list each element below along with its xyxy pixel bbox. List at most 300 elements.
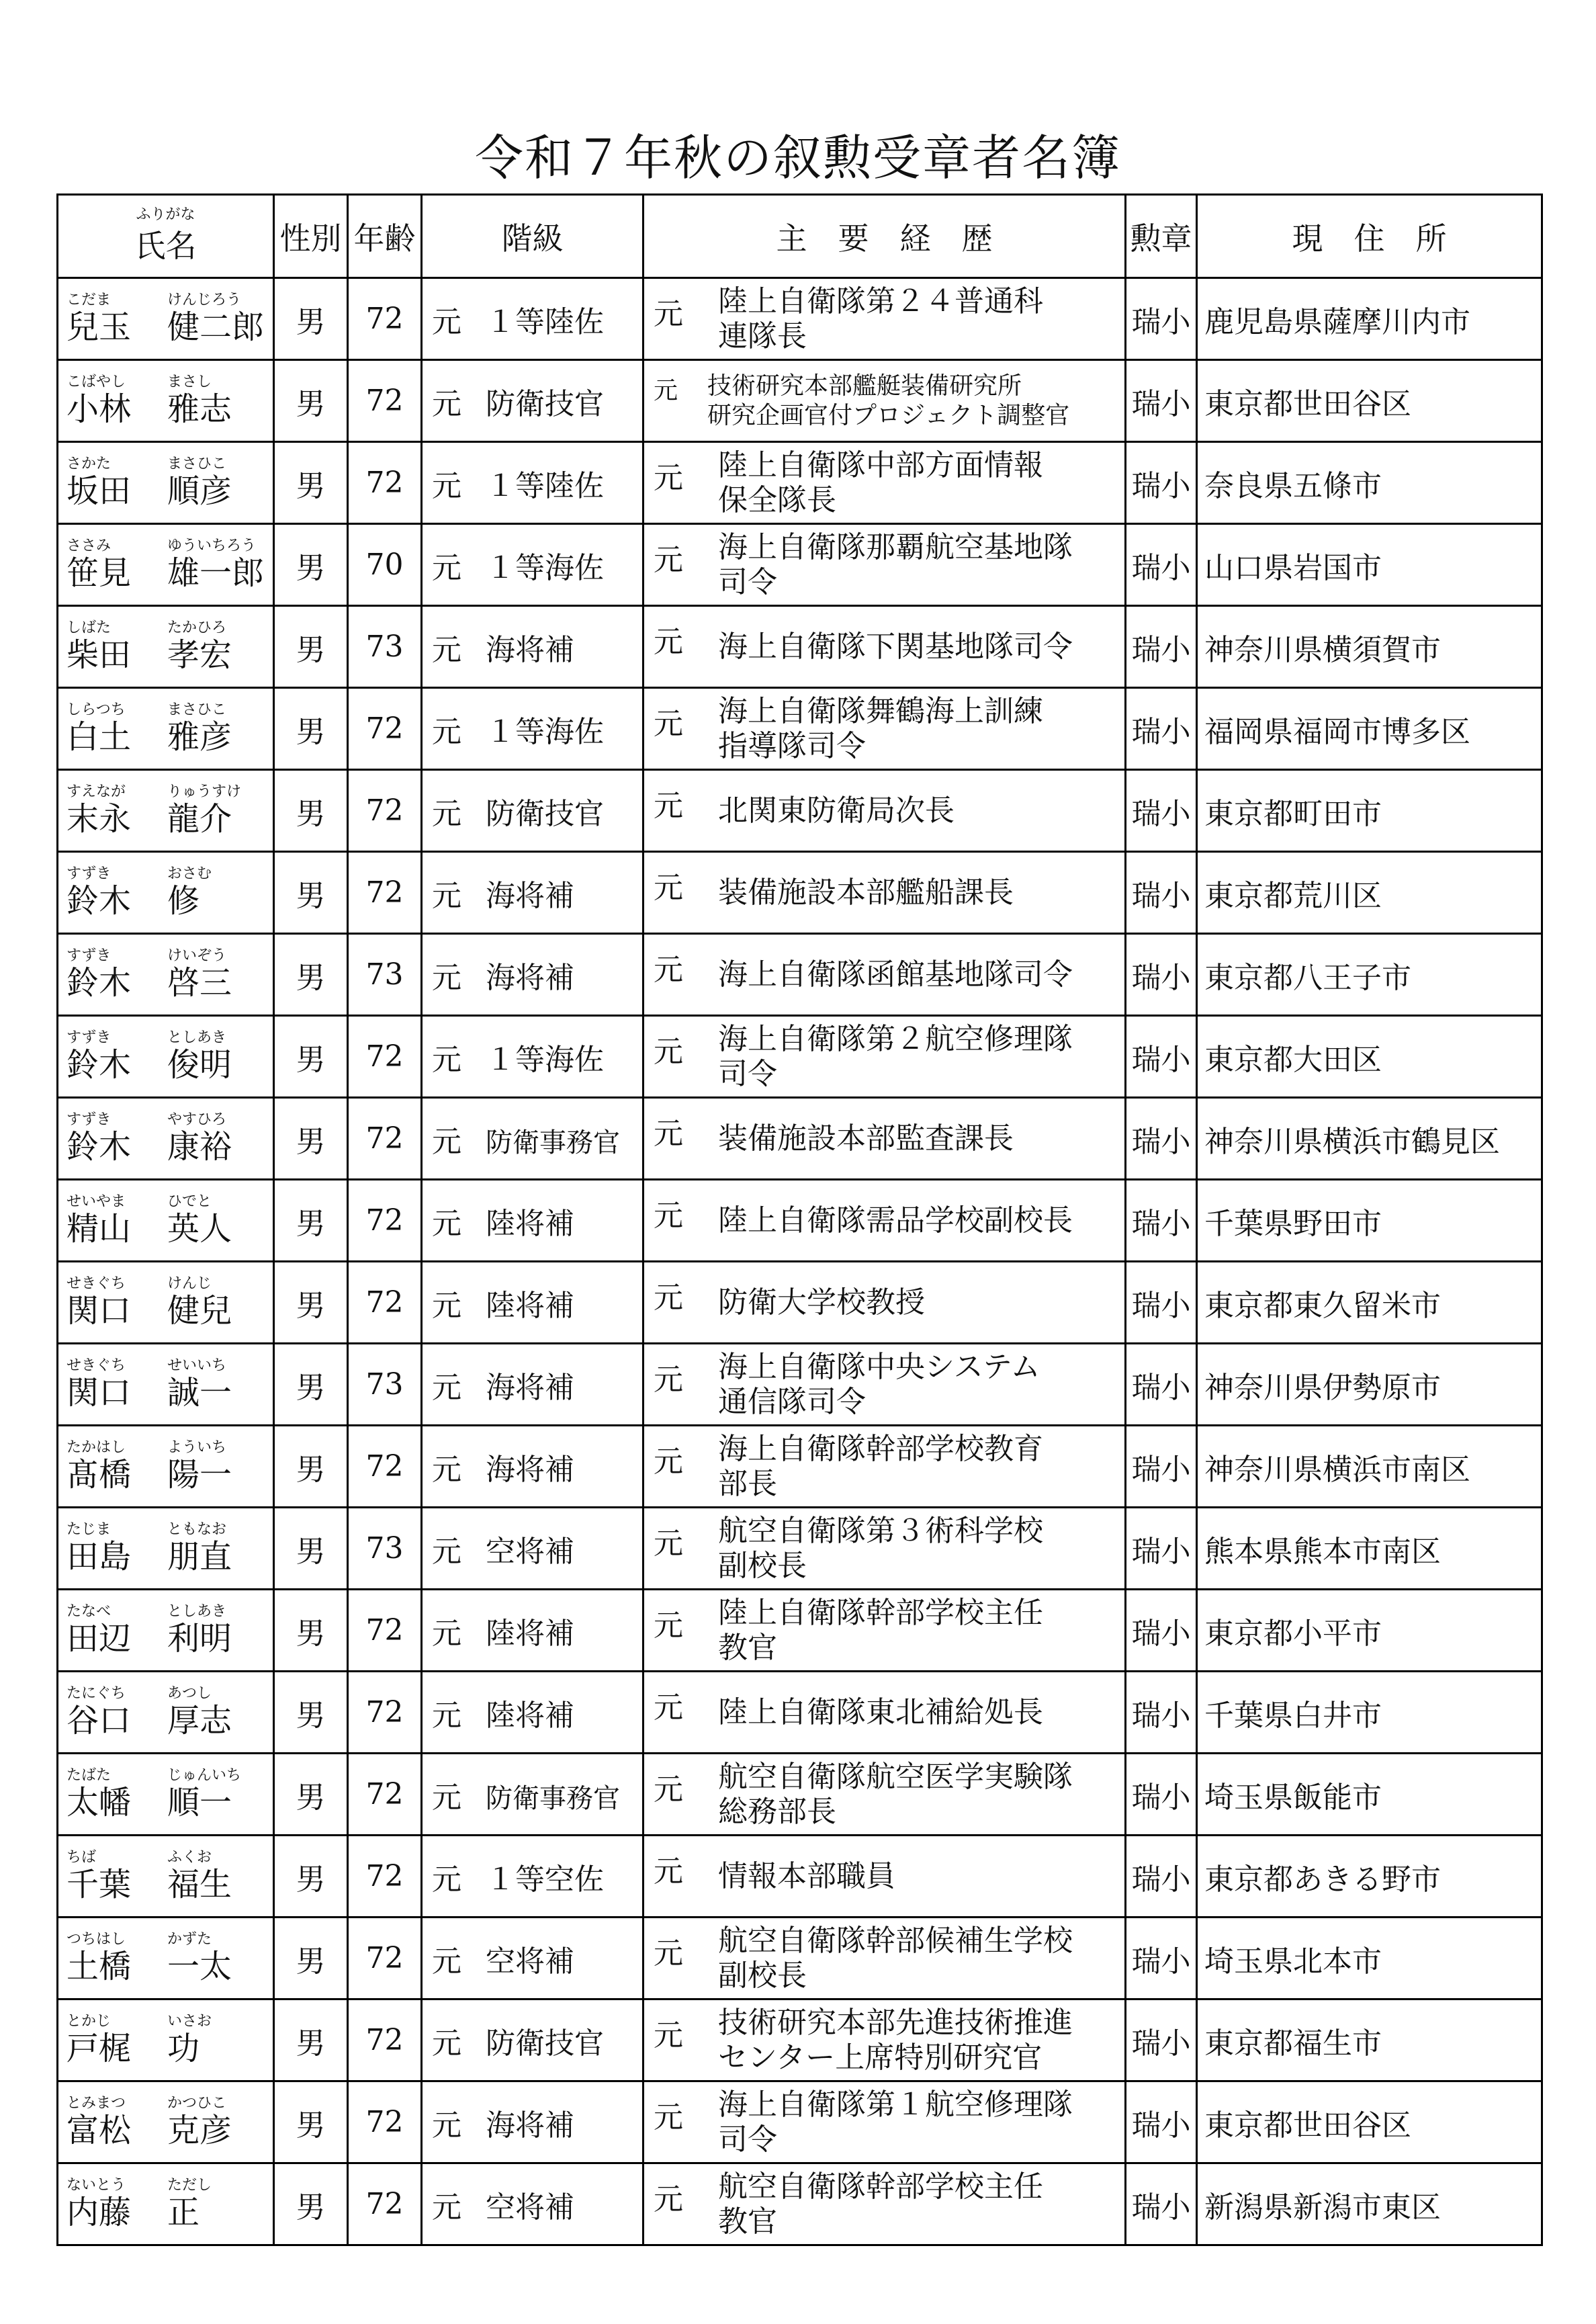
decoration-cell: 瑞小 <box>1126 688 1197 770</box>
given-name: 正 <box>167 2193 200 2231</box>
career-text: 北関東防衛局次長 <box>718 793 955 828</box>
given-name-kana: けんじろう <box>167 291 242 308</box>
given-name: 誠一 <box>167 1373 232 1412</box>
age-cell: 72 <box>348 1426 422 1508</box>
rank-value: 海将補 <box>486 878 574 913</box>
rank-cell <box>422 1918 644 1999</box>
age-cell: 72 <box>348 1918 422 1999</box>
career-text: 陸上自衛隊中部方面情報 保全隊長 <box>718 447 1043 517</box>
former-prefix: 元 <box>432 796 461 831</box>
address-cell: 東京都八王子市 <box>1197 934 1542 1016</box>
former-prefix: 元 <box>432 632 461 667</box>
table-header-row <box>58 195 1542 278</box>
surname: 小林 <box>66 390 132 428</box>
table-row <box>58 1180 1542 1262</box>
header-name-ruby: ふりがな <box>136 206 195 223</box>
career-cell <box>644 1344 1126 1426</box>
surname: 田辺 <box>66 1619 132 1658</box>
surname-kana: ないとう <box>66 2176 126 2194</box>
former-prefix: 元 <box>654 1854 683 1889</box>
former-prefix: 元 <box>654 461 683 495</box>
former-prefix: 元 <box>654 297 683 331</box>
given-name-kana: よういち <box>167 1438 227 1456</box>
age-cell: 70 <box>348 524 422 606</box>
name-cell <box>58 278 274 360</box>
former-prefix: 元 <box>432 2108 461 2143</box>
age-cell: 72 <box>348 278 422 360</box>
rank-cell <box>422 2163 644 2245</box>
decoration-cell: 瑞小 <box>1126 1016 1197 1098</box>
career-text: 海上自衛隊中央システム 通信隊司令 <box>718 1349 1040 1419</box>
former-prefix: 元 <box>432 1042 461 1077</box>
decoration-cell: 瑞小 <box>1126 1508 1197 1590</box>
age-cell: 72 <box>348 1672 422 1754</box>
header-name-label: 氏名 <box>134 227 197 264</box>
surname-kana: せいやま <box>66 1193 126 1210</box>
surname-kana: すずき <box>66 865 112 882</box>
name-cell <box>58 1590 274 1672</box>
age-cell: 72 <box>348 360 422 442</box>
name-cell <box>58 1672 274 1754</box>
rank-cell <box>422 1754 644 1836</box>
header-career: 主 要 経 歴 <box>644 195 1126 278</box>
rank-value: １等海佐 <box>486 1042 604 1077</box>
surname: 鈴木 <box>66 1045 132 1084</box>
name-cell <box>58 360 274 442</box>
career-cell <box>644 606 1126 688</box>
decoration-cell: 瑞小 <box>1126 934 1197 1016</box>
rank-value: 海将補 <box>486 2108 574 2143</box>
rank-cell <box>422 1098 644 1180</box>
sex-cell: 男 <box>274 1098 348 1180</box>
career-text: 陸上自衛隊幹部学校主任 教官 <box>718 1595 1043 1665</box>
career-cell <box>644 1016 1126 1098</box>
name-cell <box>58 442 274 524</box>
surname-kana: とかじ <box>66 2012 112 2030</box>
former-prefix: 元 <box>432 2190 461 2225</box>
rank-value: 防衛事務官 <box>486 1127 620 1158</box>
surname-kana: こだま <box>66 291 112 308</box>
page-title: 令和７年秋の叙勲受章者名簿 <box>474 130 1121 186</box>
surname: 坂田 <box>66 472 132 510</box>
career-text: 陸上自衛隊需品学校副校長 <box>718 1203 1073 1238</box>
sex-cell: 男 <box>274 1262 348 1344</box>
surname-kana: たにぐち <box>66 1684 126 1702</box>
former-prefix: 元 <box>654 953 683 987</box>
surname: 笹見 <box>66 554 132 592</box>
surname-kana: さかた <box>66 455 112 472</box>
rank-value: １等海佐 <box>486 550 604 585</box>
surname-kana: しばた <box>66 619 112 636</box>
given-name-kana: ひでと <box>167 1193 212 1210</box>
former-prefix: 元 <box>654 2182 683 2217</box>
header-decoration: 勲章 <box>1126 195 1197 278</box>
table-row <box>58 442 1542 524</box>
surname-kana: こばやし <box>66 373 126 390</box>
header-sex: 性別 <box>274 195 348 278</box>
surname: 末永 <box>66 800 132 838</box>
rank-cell <box>422 1262 644 1344</box>
table-row <box>58 1262 1542 1344</box>
name-cell <box>58 770 274 852</box>
sex-cell: 男 <box>274 934 348 1016</box>
age-cell: 72 <box>348 1180 422 1262</box>
career-cell <box>644 1672 1126 1754</box>
given-name: 福生 <box>167 1865 232 1903</box>
sex-cell: 男 <box>274 1672 348 1754</box>
surname-kana: すえなが <box>66 783 126 800</box>
decoration-cell: 瑞小 <box>1126 852 1197 934</box>
decoration-cell: 瑞小 <box>1126 2163 1197 2245</box>
address-cell: 神奈川県横浜市南区 <box>1197 1426 1542 1508</box>
former-prefix: 元 <box>654 625 683 659</box>
given-name: 英人 <box>167 1209 232 1248</box>
sex-cell: 男 <box>274 1918 348 1999</box>
surname: 谷口 <box>66 1701 132 1739</box>
table-row <box>58 1098 1542 1180</box>
rank-cell <box>422 524 644 606</box>
decoration-cell: 瑞小 <box>1126 1918 1197 1999</box>
surname-kana: ささみ <box>66 537 112 554</box>
career-text: 航空自衛隊航空医学実験隊 総務部長 <box>718 1759 1073 1829</box>
former-prefix: 元 <box>432 1534 461 1569</box>
former-prefix: 元 <box>432 960 461 995</box>
table-row <box>58 1426 1542 1508</box>
sex-cell: 男 <box>274 1999 348 2081</box>
given-name: 雅志 <box>167 390 232 428</box>
age-cell: 73 <box>348 1344 422 1426</box>
given-name-kana: ふくお <box>167 1848 212 1866</box>
rank-cell <box>422 1508 644 1590</box>
table-row <box>58 1016 1542 1098</box>
decoration-cell: 瑞小 <box>1126 1999 1197 2081</box>
decoration-cell: 瑞小 <box>1126 524 1197 606</box>
rank-cell <box>422 688 644 770</box>
surname-kana: たなべ <box>66 1602 112 1620</box>
name-cell <box>58 1508 274 1590</box>
given-name-kana: としあき <box>167 1029 227 1046</box>
name-cell <box>58 1918 274 1999</box>
name-cell <box>58 934 274 1016</box>
sex-cell: 男 <box>274 1590 348 1672</box>
career-text: 海上自衛隊第１航空修理隊 司令 <box>718 2087 1073 2157</box>
career-text: 技術研究本部先進技術推進 センター上席特別研究官 <box>718 2005 1073 2075</box>
rank-value: 陸将補 <box>486 1206 574 1241</box>
rank-cell <box>422 1016 644 1098</box>
sex-cell: 男 <box>274 278 348 360</box>
surname: 白土 <box>66 718 132 756</box>
surname: 鈴木 <box>66 1127 132 1166</box>
rank-cell <box>422 770 644 852</box>
career-text: 航空自衛隊幹部学校主任 教官 <box>718 2169 1043 2239</box>
rank-value: 海将補 <box>486 1370 574 1405</box>
sex-cell: 男 <box>274 1426 348 1508</box>
address-cell: 山口県岩国市 <box>1197 524 1542 606</box>
age-cell: 72 <box>348 2081 422 2163</box>
former-prefix: 元 <box>654 1526 683 1561</box>
decoration-cell: 瑞小 <box>1126 442 1197 524</box>
former-prefix: 元 <box>654 1936 683 1971</box>
career-cell <box>644 2163 1126 2245</box>
address-cell: 奈良県五條市 <box>1197 442 1542 524</box>
table-row <box>58 360 1542 442</box>
table-row <box>58 2081 1542 2163</box>
decoration-cell: 瑞小 <box>1126 1180 1197 1262</box>
rank-cell <box>422 278 644 360</box>
former-prefix: 元 <box>654 1035 683 1069</box>
given-name-kana: じゅんいち <box>167 1766 242 1784</box>
age-cell: 72 <box>348 1016 422 1098</box>
former-prefix: 元 <box>432 1698 461 1733</box>
career-text: 海上自衛隊那覇航空基地隊 司令 <box>718 529 1073 599</box>
surname-kana: すずき <box>66 1111 112 1128</box>
career-text: 技術研究本部艦艇装備研究所 研究企画官付プロジェクト調整官 <box>707 372 1070 429</box>
career-text: 海上自衛隊舞鶴海上訓練 指導隊司令 <box>718 693 1043 763</box>
rank-cell <box>422 1672 644 1754</box>
career-text: 陸上自衛隊第２４普通科 連隊長 <box>718 284 1043 353</box>
sex-cell: 男 <box>274 2163 348 2245</box>
surname-kana: たかはし <box>66 1438 126 1456</box>
header-name <box>58 195 274 278</box>
given-name: 厚志 <box>167 1701 232 1739</box>
name-cell <box>58 2081 274 2163</box>
table-row <box>58 1344 1542 1426</box>
given-name: 雅彦 <box>167 718 232 756</box>
surname-kana: しらつち <box>66 701 126 718</box>
surname: 兒玉 <box>66 308 132 346</box>
career-text: 陸上自衛隊東北補給処長 <box>718 1694 1043 1729</box>
decoration-cell: 瑞小 <box>1126 2081 1197 2163</box>
career-cell <box>644 1180 1126 1262</box>
decoration-cell: 瑞小 <box>1126 1590 1197 1672</box>
rank-value: 防衛事務官 <box>486 1782 620 1814</box>
rank-value: １等空佐 <box>486 1862 604 1897</box>
age-cell: 72 <box>348 1999 422 2081</box>
rank-cell <box>422 852 644 934</box>
rank-cell <box>422 1426 644 1508</box>
sex-cell: 男 <box>274 1754 348 1836</box>
given-name-kana: としあき <box>167 1602 227 1620</box>
table-row <box>58 770 1542 852</box>
name-cell <box>58 1999 274 2081</box>
former-prefix: 元 <box>654 1199 683 1233</box>
given-name-kana: かつひこ <box>167 2094 227 2112</box>
sex-cell: 男 <box>274 852 348 934</box>
sex-cell: 男 <box>274 360 348 442</box>
rank-cell <box>422 934 644 1016</box>
rank-value: 防衛技官 <box>486 2026 604 2061</box>
table-row <box>58 1836 1542 1918</box>
career-text: 海上自衛隊第２航空修理隊 司令 <box>718 1021 1073 1091</box>
address-cell: 東京都大田区 <box>1197 1016 1542 1098</box>
header-address: 現 住 所 <box>1197 195 1542 278</box>
former-prefix: 元 <box>432 1616 461 1651</box>
former-prefix: 元 <box>654 1117 683 1151</box>
career-cell <box>644 1999 1126 2081</box>
decoration-cell: 瑞小 <box>1126 770 1197 852</box>
rank-value: 海将補 <box>486 1452 574 1487</box>
address-cell: 鹿児島県薩摩川内市 <box>1197 278 1542 360</box>
table-row <box>58 1918 1542 1999</box>
given-name: 朋直 <box>167 1537 232 1576</box>
address-cell: 神奈川県横須賀市 <box>1197 606 1542 688</box>
decoration-cell: 瑞小 <box>1126 1098 1197 1180</box>
surname: 柴田 <box>66 636 132 674</box>
rank-value: 空将補 <box>486 1944 574 1979</box>
former-prefix: 元 <box>432 1944 461 1979</box>
age-cell: 72 <box>348 1098 422 1180</box>
former-prefix: 元 <box>654 707 683 741</box>
career-text: 海上自衛隊幹部学校教育 部長 <box>718 1431 1043 1501</box>
rank-value: １等海佐 <box>486 714 604 749</box>
sex-cell: 男 <box>274 1508 348 1590</box>
sex-cell: 男 <box>274 2081 348 2163</box>
given-name: 啓三 <box>167 963 232 1002</box>
surname-kana: すずき <box>66 1029 112 1046</box>
career-text: 海上自衛隊函館基地隊司令 <box>718 957 1073 992</box>
table-row <box>58 1590 1542 1672</box>
age-cell: 72 <box>348 770 422 852</box>
rank-cell <box>422 1836 644 1918</box>
age-cell: 72 <box>348 852 422 934</box>
former-prefix: 元 <box>654 1608 683 1643</box>
career-cell <box>644 934 1126 1016</box>
age-cell: 72 <box>348 1836 422 1918</box>
given-name: 龍介 <box>167 800 232 838</box>
rank-cell <box>422 1590 644 1672</box>
former-prefix: 元 <box>654 1363 683 1397</box>
address-cell: 東京都東久留米市 <box>1197 1262 1542 1344</box>
table-row <box>58 852 1542 934</box>
former-prefix: 元 <box>654 543 683 577</box>
given-name-kana: あつし <box>167 1684 212 1702</box>
given-name: 利明 <box>167 1619 232 1658</box>
surname: 太幡 <box>66 1783 132 1821</box>
career-text: 航空自衛隊第３術科学校 副校長 <box>718 1513 1043 1583</box>
address-cell: 千葉県野田市 <box>1197 1180 1542 1262</box>
decoration-cell: 瑞小 <box>1126 1262 1197 1344</box>
name-cell <box>58 606 274 688</box>
rank-value: １等陸佐 <box>486 468 604 503</box>
address-cell: 神奈川県伊勢原市 <box>1197 1344 1542 1426</box>
given-name: 修 <box>167 881 200 920</box>
address-cell: 埼玉県北本市 <box>1197 1918 1542 1999</box>
name-cell <box>58 1754 274 1836</box>
career-text: 防衛大学校教授 <box>718 1285 925 1320</box>
former-prefix: 元 <box>654 2100 683 2135</box>
given-name: 一太 <box>167 1947 232 1985</box>
sex-cell: 男 <box>274 1836 348 1918</box>
table-row <box>58 278 1542 360</box>
career-text: 装備施設本部監査課長 <box>718 1121 1014 1156</box>
address-cell: 東京都世田谷区 <box>1197 360 1542 442</box>
career-cell <box>644 1098 1126 1180</box>
address-cell: 福岡県福岡市博多区 <box>1197 688 1542 770</box>
former-prefix: 元 <box>654 2018 683 2053</box>
surname-kana: たばた <box>66 1766 112 1784</box>
decoration-cell: 瑞小 <box>1126 1344 1197 1426</box>
given-name-kana: けんじ <box>167 1275 212 1292</box>
surname-kana: つちはし <box>66 1930 126 1948</box>
career-cell <box>644 442 1126 524</box>
given-name: 健二郎 <box>167 308 265 346</box>
surname-kana: せきぐち <box>66 1357 126 1374</box>
surname: 鈴木 <box>66 963 132 1002</box>
former-prefix: 元 <box>654 871 683 905</box>
career-text: 装備施設本部艦船課長 <box>718 875 1014 910</box>
address-cell: 東京都あきる野市 <box>1197 1836 1542 1918</box>
rank-cell <box>422 606 644 688</box>
career-cell <box>644 524 1126 606</box>
sex-cell: 男 <box>274 688 348 770</box>
career-text: 情報本部職員 <box>718 1858 895 1893</box>
header-rank: 階級 <box>422 195 644 278</box>
address-cell: 東京都福生市 <box>1197 1999 1542 2081</box>
former-prefix: 元 <box>654 1445 683 1479</box>
address-cell: 東京都小平市 <box>1197 1590 1542 1672</box>
former-prefix: 元 <box>432 468 461 503</box>
table-row <box>58 524 1542 606</box>
age-cell: 72 <box>348 442 422 524</box>
decoration-cell: 瑞小 <box>1126 1426 1197 1508</box>
age-cell: 72 <box>348 1590 422 1672</box>
address-cell: 熊本県熊本市南区 <box>1197 1508 1542 1590</box>
career-text: 海上自衛隊下関基地隊司令 <box>718 629 1073 664</box>
age-cell: 73 <box>348 934 422 1016</box>
former-prefix: 元 <box>654 1690 683 1725</box>
given-name: 陽一 <box>167 1455 232 1494</box>
career-cell <box>644 770 1126 852</box>
former-prefix: 元 <box>432 1370 461 1405</box>
rank-value: 空将補 <box>486 1534 574 1569</box>
address-cell: 千葉県白井市 <box>1197 1672 1542 1754</box>
given-name: 健兒 <box>167 1291 232 1330</box>
rank-cell <box>422 1180 644 1262</box>
former-prefix: 元 <box>432 1124 461 1159</box>
rank-cell <box>422 442 644 524</box>
former-prefix: 元 <box>654 789 683 823</box>
rank-value: 防衛技官 <box>486 796 604 831</box>
name-cell <box>58 1344 274 1426</box>
former-prefix: 元 <box>432 304 461 339</box>
table-row <box>58 1754 1542 1836</box>
career-cell <box>644 1508 1126 1590</box>
table-row <box>58 1508 1542 1590</box>
career-cell <box>644 2081 1126 2163</box>
sex-cell: 男 <box>274 524 348 606</box>
rank-value: 陸将補 <box>486 1698 574 1733</box>
former-prefix: 元 <box>654 1281 683 1315</box>
surname: 内藤 <box>66 2193 132 2231</box>
career-cell <box>644 1426 1126 1508</box>
name-cell <box>58 524 274 606</box>
rank-value: 海将補 <box>486 960 574 995</box>
given-name-kana: ともなお <box>167 1520 227 1538</box>
career-cell <box>644 1836 1126 1918</box>
address-cell: 新潟県新潟市東区 <box>1197 2163 1542 2245</box>
former-prefix: 元 <box>432 878 461 913</box>
sex-cell: 男 <box>274 1180 348 1262</box>
sex-cell: 男 <box>274 442 348 524</box>
address-cell: 神奈川県横浜市鶴見区 <box>1197 1098 1542 1180</box>
career-cell <box>644 688 1126 770</box>
rank-cell <box>422 360 644 442</box>
given-name: 順彦 <box>167 472 232 510</box>
given-name-kana: ゆういちろう <box>167 537 257 554</box>
rank-value: 防衛技官 <box>486 386 604 421</box>
career-cell <box>644 852 1126 934</box>
name-cell <box>58 1836 274 1918</box>
